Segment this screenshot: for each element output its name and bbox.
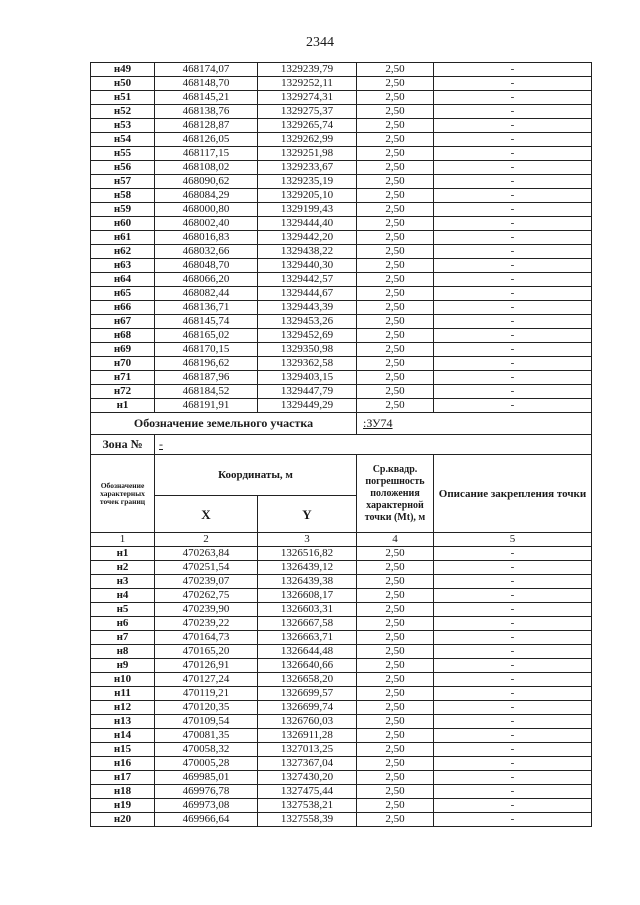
table-row — [91, 189, 592, 203]
table-row — [91, 687, 592, 701]
point-label: н56 — [91, 161, 155, 175]
y-coordinate: 1327367,04 — [258, 757, 357, 771]
position-error: 2,50 — [357, 329, 434, 343]
fixing-description: - — [434, 799, 592, 813]
table-row — [91, 813, 592, 827]
point-label: н53 — [91, 119, 155, 133]
table-row — [91, 105, 592, 119]
x-coordinate: 468002,40 — [155, 217, 258, 231]
fixing-description: - — [434, 385, 592, 399]
fixing-description: - — [434, 91, 592, 105]
table-row — [91, 729, 592, 743]
position-error: 2,50 — [357, 161, 434, 175]
x-coordinate: 468084,29 — [155, 189, 258, 203]
position-error: 2,50 — [357, 287, 434, 301]
point-label: н66 — [91, 301, 155, 315]
y-coordinate: 1329262,99 — [258, 133, 357, 147]
y-coordinate: 1326439,12 — [258, 561, 357, 575]
point-label: н57 — [91, 175, 155, 189]
point-label: н54 — [91, 133, 155, 147]
y-coordinate: 1326699,57 — [258, 687, 357, 701]
x-coordinate: 468000,80 — [155, 203, 258, 217]
point-label: н12 — [91, 701, 155, 715]
y-coordinate: 1329438,22 — [258, 245, 357, 259]
y-coordinate: 1329205,10 — [258, 189, 357, 203]
x-coordinate: 470239,90 — [155, 603, 258, 617]
x-coordinate: 468048,70 — [155, 259, 258, 273]
header-coordinates: Координаты, м — [155, 455, 357, 496]
table-row — [91, 245, 592, 259]
x-coordinate: 468136,71 — [155, 301, 258, 315]
y-coordinate: 1326640,66 — [258, 659, 357, 673]
y-coordinate: 1329199,43 — [258, 203, 357, 217]
fixing-description: - — [434, 729, 592, 743]
point-label: н51 — [91, 91, 155, 105]
section-row — [91, 413, 592, 435]
x-coordinate: 468145,21 — [155, 91, 258, 105]
y-coordinate: 1329452,69 — [258, 329, 357, 343]
fixing-description: - — [434, 329, 592, 343]
fixing-description: - — [434, 687, 592, 701]
fixing-description: - — [434, 357, 592, 371]
x-coordinate: 469976,78 — [155, 785, 258, 799]
x-coordinate: 468196,62 — [155, 357, 258, 371]
y-coordinate: 1329442,57 — [258, 273, 357, 287]
point-label: н1 — [91, 399, 155, 413]
table-row — [91, 119, 592, 133]
position-error: 2,50 — [357, 133, 434, 147]
position-error: 2,50 — [357, 399, 434, 413]
point-label: н19 — [91, 799, 155, 813]
point-label: н4 — [91, 589, 155, 603]
x-coordinate: 470126,91 — [155, 659, 258, 673]
position-error: 2,50 — [357, 799, 434, 813]
fixing-description: - — [434, 813, 592, 827]
table-row — [91, 91, 592, 105]
zone-label: Зона № — [91, 435, 155, 455]
fixing-description: - — [434, 77, 592, 91]
point-label: н9 — [91, 659, 155, 673]
section-label: Обозначение земельного участка — [91, 413, 357, 435]
fixing-description: - — [434, 701, 592, 715]
y-coordinate: 1326516,82 — [258, 547, 357, 561]
table-row — [91, 273, 592, 287]
zone-value-cell — [155, 435, 592, 455]
x-coordinate: 468108,02 — [155, 161, 258, 175]
position-error: 2,50 — [357, 743, 434, 757]
table-row — [91, 343, 592, 357]
x-coordinate: 468145,74 — [155, 315, 258, 329]
point-label: н7 — [91, 631, 155, 645]
point-label: н59 — [91, 203, 155, 217]
position-error: 2,50 — [357, 813, 434, 827]
position-error: 2,50 — [357, 715, 434, 729]
x-coordinate: 468032,66 — [155, 245, 258, 259]
x-coordinate: 468148,70 — [155, 77, 258, 91]
table-row — [91, 161, 592, 175]
position-error: 2,50 — [357, 343, 434, 357]
x-coordinate: 470120,35 — [155, 701, 258, 715]
fixing-description: - — [434, 673, 592, 687]
y-coordinate: 1326760,03 — [258, 715, 357, 729]
x-coordinate: 470081,35 — [155, 729, 258, 743]
fixing-description: - — [434, 561, 592, 575]
x-coordinate: 468138,76 — [155, 105, 258, 119]
x-coordinate: 470005,28 — [155, 757, 258, 771]
fixing-description: - — [434, 147, 592, 161]
table-row — [91, 673, 592, 687]
table-row — [91, 757, 592, 771]
table-row — [91, 231, 592, 245]
point-label: н69 — [91, 343, 155, 357]
point-label: н14 — [91, 729, 155, 743]
position-error: 2,50 — [357, 231, 434, 245]
fixing-description: - — [434, 217, 592, 231]
x-coordinate: 468191,91 — [155, 399, 258, 413]
x-coordinate: 470165,20 — [155, 645, 258, 659]
y-coordinate: 1329362,58 — [258, 357, 357, 371]
point-label: н55 — [91, 147, 155, 161]
y-coordinate: 1326439,38 — [258, 575, 357, 589]
position-error: 2,50 — [357, 217, 434, 231]
x-coordinate: 468082,44 — [155, 287, 258, 301]
table-row — [91, 133, 592, 147]
table-row — [91, 329, 592, 343]
fixing-description: - — [434, 245, 592, 259]
x-coordinate: 470109,54 — [155, 715, 258, 729]
point-label: н52 — [91, 105, 155, 119]
page-number: 2344 — [306, 35, 334, 50]
x-coordinate: 470127,24 — [155, 673, 258, 687]
position-error: 2,50 — [357, 119, 434, 133]
x-coordinate: 470262,75 — [155, 589, 258, 603]
table-row — [91, 77, 592, 91]
point-label: н10 — [91, 673, 155, 687]
x-coordinate: 468184,52 — [155, 385, 258, 399]
position-error: 2,50 — [357, 245, 434, 259]
position-error: 2,50 — [357, 301, 434, 315]
table-row — [91, 385, 592, 399]
header-row-1 — [91, 455, 592, 496]
position-error: 2,50 — [357, 91, 434, 105]
column-number: 4 — [357, 533, 434, 547]
y-coordinate: 1326699,74 — [258, 701, 357, 715]
table-row — [91, 561, 592, 575]
x-coordinate: 468090,62 — [155, 175, 258, 189]
y-coordinate: 1326911,28 — [258, 729, 357, 743]
x-coordinate: 468016,83 — [155, 231, 258, 245]
bottom-rows — [91, 547, 592, 827]
position-error: 2,50 — [357, 189, 434, 203]
point-label: н5 — [91, 603, 155, 617]
position-error: 2,50 — [357, 785, 434, 799]
header-error: Ср.квадр. погрешность положения характерной точки (Mt), м — [357, 455, 434, 533]
position-error: 2,50 — [357, 659, 434, 673]
y-coordinate: 1329275,37 — [258, 105, 357, 119]
table-row — [91, 301, 592, 315]
point-label: н60 — [91, 217, 155, 231]
y-coordinate: 1326658,20 — [258, 673, 357, 687]
y-coordinate: 1329235,19 — [258, 175, 357, 189]
point-label: н65 — [91, 287, 155, 301]
y-coordinate: 1329274,31 — [258, 91, 357, 105]
y-coordinate: 1329444,40 — [258, 217, 357, 231]
point-label: н49 — [91, 63, 155, 77]
fixing-description: - — [434, 203, 592, 217]
point-label: н15 — [91, 743, 155, 757]
y-coordinate: 1329265,74 — [258, 119, 357, 133]
position-error: 2,50 — [357, 547, 434, 561]
fixing-description: - — [434, 175, 592, 189]
table-row — [91, 603, 592, 617]
y-coordinate: 1329251,98 — [258, 147, 357, 161]
fixing-description: - — [434, 589, 592, 603]
fixing-description: - — [434, 715, 592, 729]
fixing-description: - — [434, 617, 592, 631]
x-coordinate: 468165,02 — [155, 329, 258, 343]
point-label: н8 — [91, 645, 155, 659]
y-coordinate: 1329442,20 — [258, 231, 357, 245]
fixing-description: - — [434, 645, 592, 659]
table-row — [91, 175, 592, 189]
position-error: 2,50 — [357, 77, 434, 91]
table-row — [91, 203, 592, 217]
zone-value: - — [159, 437, 163, 451]
point-label: н3 — [91, 575, 155, 589]
zone-row — [91, 435, 592, 455]
fixing-description: - — [434, 315, 592, 329]
fixing-description: - — [434, 119, 592, 133]
y-coordinate: 1329239,79 — [258, 63, 357, 77]
header-description: Описание закрепления точки — [434, 455, 592, 533]
x-coordinate: 468174,07 — [155, 63, 258, 77]
header-y: Y — [258, 496, 357, 533]
x-coordinate: 470251,54 — [155, 561, 258, 575]
position-error: 2,50 — [357, 617, 434, 631]
table-row — [91, 357, 592, 371]
point-label: н13 — [91, 715, 155, 729]
position-error: 2,50 — [357, 385, 434, 399]
x-coordinate: 468128,87 — [155, 119, 258, 133]
position-error: 2,50 — [357, 687, 434, 701]
table-row — [91, 589, 592, 603]
y-coordinate: 1329403,15 — [258, 371, 357, 385]
point-label: н11 — [91, 687, 155, 701]
position-error: 2,50 — [357, 371, 434, 385]
x-coordinate: 468126,05 — [155, 133, 258, 147]
top-rows — [91, 63, 592, 413]
x-coordinate: 469985,01 — [155, 771, 258, 785]
table-row — [91, 147, 592, 161]
point-label: н67 — [91, 315, 155, 329]
point-label: н16 — [91, 757, 155, 771]
cadastral-number: :ЗУ74 — [363, 416, 393, 430]
position-error: 2,50 — [357, 701, 434, 715]
table-row — [91, 617, 592, 631]
y-coordinate: 1326644,48 — [258, 645, 357, 659]
table-row — [91, 217, 592, 231]
point-label: н68 — [91, 329, 155, 343]
position-error: 2,50 — [357, 147, 434, 161]
y-coordinate: 1327538,21 — [258, 799, 357, 813]
table-row — [91, 701, 592, 715]
point-label: н2 — [91, 561, 155, 575]
fixing-description: - — [434, 189, 592, 203]
y-coordinate: 1327430,20 — [258, 771, 357, 785]
fixing-description: - — [434, 371, 592, 385]
position-error: 2,50 — [357, 175, 434, 189]
table-row — [91, 259, 592, 273]
column-number: 5 — [434, 533, 592, 547]
fixing-description: - — [434, 399, 592, 413]
position-error: 2,50 — [357, 603, 434, 617]
fixing-description: - — [434, 631, 592, 645]
position-error: 2,50 — [357, 589, 434, 603]
point-label: н70 — [91, 357, 155, 371]
fixing-description: - — [434, 63, 592, 77]
column-number-row — [91, 533, 592, 547]
table-row — [91, 371, 592, 385]
x-coordinate: 470058,32 — [155, 743, 258, 757]
fixing-description: - — [434, 105, 592, 119]
position-error: 2,50 — [357, 105, 434, 119]
x-coordinate: 470119,21 — [155, 687, 258, 701]
point-label: н58 — [91, 189, 155, 203]
fixing-description: - — [434, 301, 592, 315]
fixing-description: - — [434, 757, 592, 771]
fixing-description: - — [434, 259, 592, 273]
x-coordinate: 470239,22 — [155, 617, 258, 631]
x-coordinate: 470164,73 — [155, 631, 258, 645]
y-coordinate: 1326667,58 — [258, 617, 357, 631]
y-coordinate: 1329233,67 — [258, 161, 357, 175]
y-coordinate: 1326603,31 — [258, 603, 357, 617]
point-label: н62 — [91, 245, 155, 259]
fixing-description: - — [434, 771, 592, 785]
position-error: 2,50 — [357, 575, 434, 589]
point-label: н72 — [91, 385, 155, 399]
y-coordinate: 1329443,39 — [258, 301, 357, 315]
y-coordinate: 1329447,79 — [258, 385, 357, 399]
fixing-description: - — [434, 743, 592, 757]
position-error: 2,50 — [357, 561, 434, 575]
fixing-description: - — [434, 785, 592, 799]
position-error: 2,50 — [357, 203, 434, 217]
position-error: 2,50 — [357, 673, 434, 687]
table-row — [91, 799, 592, 813]
table-row — [91, 63, 592, 77]
position-error: 2,50 — [357, 757, 434, 771]
fixing-description: - — [434, 231, 592, 245]
header-point-designation: Обозначение характерных точек границ — [91, 455, 155, 533]
y-coordinate: 1329449,29 — [258, 399, 357, 413]
position-error: 2,50 — [357, 357, 434, 371]
point-label: н50 — [91, 77, 155, 91]
column-number: 1 — [91, 533, 155, 547]
fixing-description: - — [434, 547, 592, 561]
y-coordinate: 1329440,30 — [258, 259, 357, 273]
table-row — [91, 771, 592, 785]
position-error: 2,50 — [357, 315, 434, 329]
y-coordinate: 1326608,17 — [258, 589, 357, 603]
y-coordinate: 1327013,25 — [258, 743, 357, 757]
point-label: н71 — [91, 371, 155, 385]
fixing-description: - — [434, 161, 592, 175]
y-coordinate: 1329350,98 — [258, 343, 357, 357]
position-error: 2,50 — [357, 273, 434, 287]
table-row — [91, 575, 592, 589]
table-row — [91, 645, 592, 659]
x-coordinate: 470263,84 — [155, 547, 258, 561]
position-error: 2,50 — [357, 729, 434, 743]
fixing-description: - — [434, 603, 592, 617]
table-row — [91, 785, 592, 799]
x-coordinate: 469973,08 — [155, 799, 258, 813]
y-coordinate: 1329252,11 — [258, 77, 357, 91]
point-label: н6 — [91, 617, 155, 631]
point-label: н17 — [91, 771, 155, 785]
table-row — [91, 715, 592, 729]
table-row — [91, 659, 592, 673]
column-number: 2 — [155, 533, 258, 547]
position-error: 2,50 — [357, 63, 434, 77]
x-coordinate: 468117,15 — [155, 147, 258, 161]
y-coordinate: 1329453,26 — [258, 315, 357, 329]
fixing-description: - — [434, 575, 592, 589]
table-row — [91, 631, 592, 645]
point-label: н64 — [91, 273, 155, 287]
point-label: н61 — [91, 231, 155, 245]
x-coordinate: 469966,64 — [155, 813, 258, 827]
table-row — [91, 287, 592, 301]
point-label: н63 — [91, 259, 155, 273]
table-row — [91, 399, 592, 413]
fixing-description: - — [434, 133, 592, 147]
x-coordinate: 468170,15 — [155, 343, 258, 357]
header-x: X — [155, 496, 258, 533]
y-coordinate: 1327475,44 — [258, 785, 357, 799]
column-number: 3 — [258, 533, 357, 547]
fixing-description: - — [434, 343, 592, 357]
point-label: н20 — [91, 813, 155, 827]
point-label: н1 — [91, 547, 155, 561]
y-coordinate: 1327558,39 — [258, 813, 357, 827]
table-row — [91, 315, 592, 329]
y-coordinate: 1329444,67 — [258, 287, 357, 301]
y-coordinate: 1326663,71 — [258, 631, 357, 645]
position-error: 2,50 — [357, 645, 434, 659]
table-row — [91, 547, 592, 561]
boundary-points-table — [90, 62, 592, 827]
x-coordinate: 468066,20 — [155, 273, 258, 287]
position-error: 2,50 — [357, 259, 434, 273]
section-value-cell — [357, 413, 592, 435]
point-label: н18 — [91, 785, 155, 799]
fixing-description: - — [434, 287, 592, 301]
fixing-description: - — [434, 659, 592, 673]
x-coordinate: 468187,96 — [155, 371, 258, 385]
fixing-description: - — [434, 273, 592, 287]
position-error: 2,50 — [357, 771, 434, 785]
position-error: 2,50 — [357, 631, 434, 645]
x-coordinate: 470239,07 — [155, 575, 258, 589]
table-row — [91, 743, 592, 757]
